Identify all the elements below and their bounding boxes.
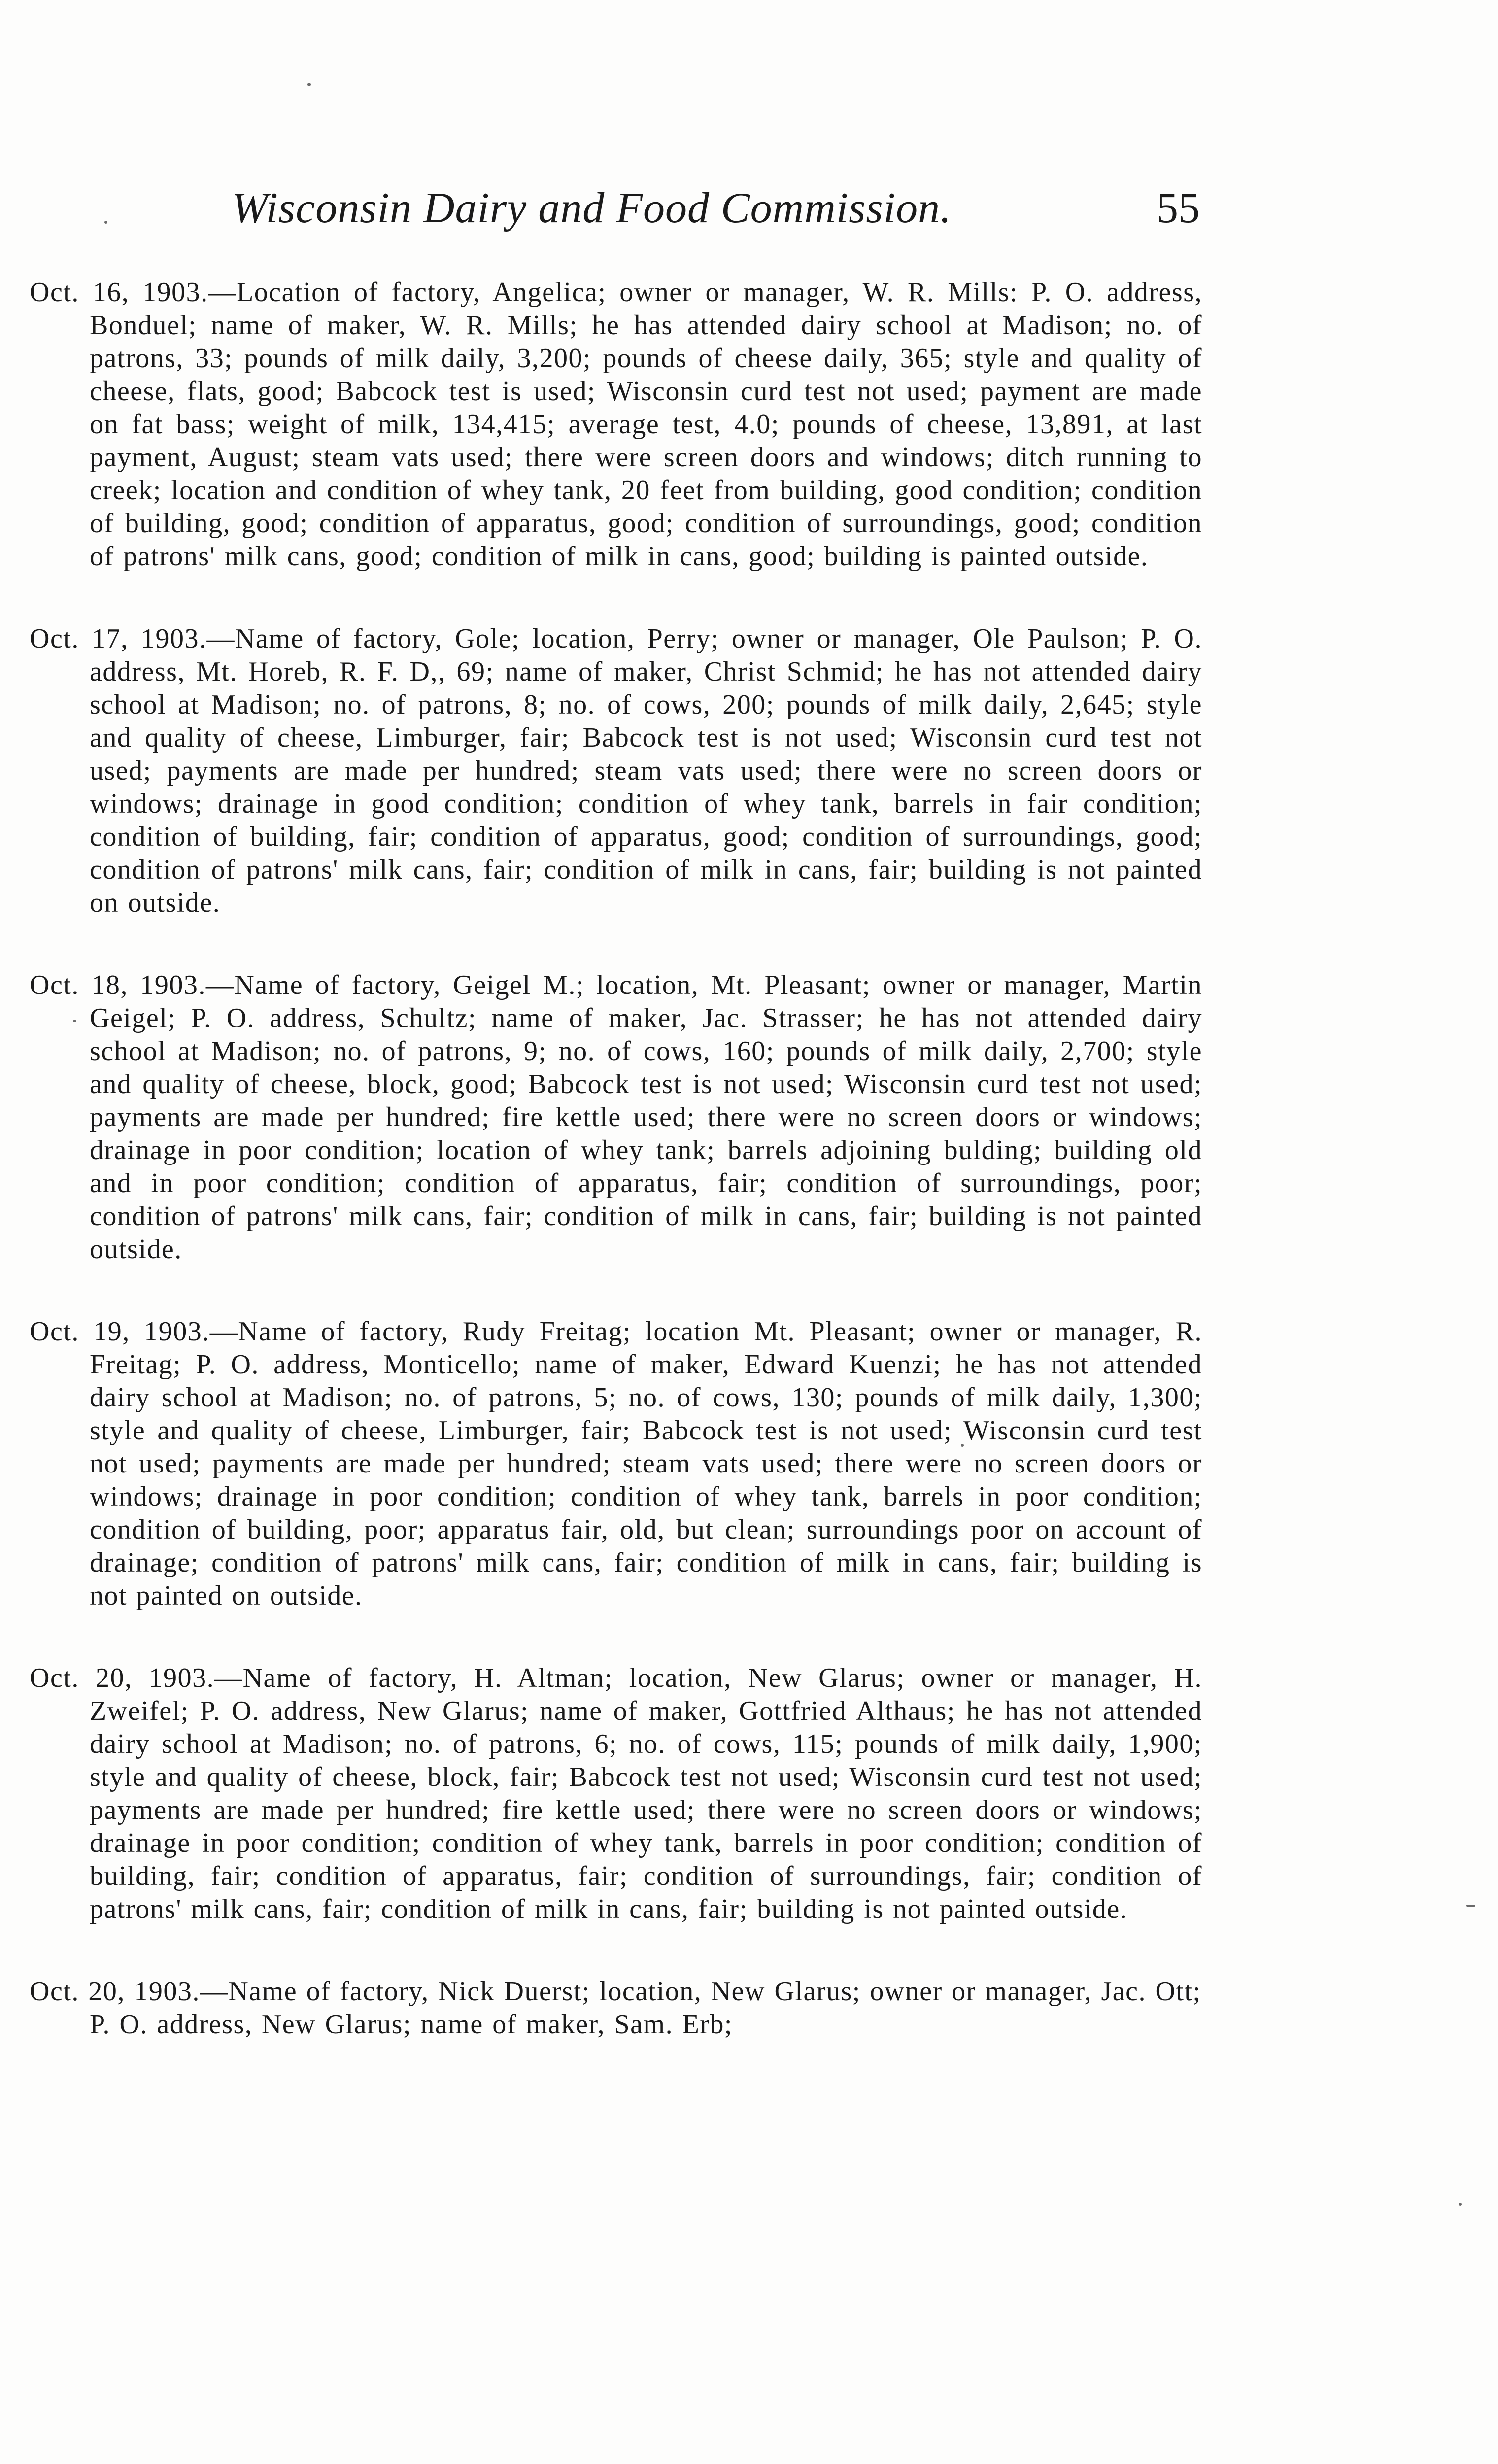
inspection-entry: Oct. 18, 1903.—Name of factory, Geigel M.; location, Mt. Pleasant; owner or manager, Martin Geigel; P. O. address, Schultz; name of maker, Jac. Strasser; he has not attended dairy school at Madison; no. of patrons, 9; no. of cows, 160; pounds of milk daily, 2,700; style and quality of cheese, block, good; Babcock test is not used; Wisconsin curd test not used; payments are made per hundred; fire kettle used; there were no screen doors or windows; drainage in poor condition; location of whey tank; barrels adjoining bulding; building old and in poor condition; condition of apparatus, fair; condition of surroundings, poor; condition of patrons' milk cans, fair; condition of milk in cans, fair; building is not painted outside. [30, 970, 1202, 1265]
scan-speck [1466, 1905, 1475, 1907]
inspection-entry: Oct. 19, 1903.—Name of factory, Rudy Freitag; location Mt. Pleasant; owner or manager, R. Freitag; P. O. address, Monticello; name of maker, Edward Kuenzi; he has not attended dairy school at Madison; no. of patrons, 5; no. of cows, 130; pounds of milk daily, 1,300; style and quality of cheese, Limburger, fair; Babcock test is not used; Wisconsin curd test not used; payments are made per hundred; steam vats used; there were no screen doors or windows; drainage in poor condition; condition of whey tank, barrels in poor condition; condition of building, poor; apparatus fair, old, but clean; surroundings poor on account of drainage; condition of patrons' milk cans, fair; condition of milk in cans, fair; building is not painted on outside. [30, 1316, 1202, 1611]
page-header [232, 183, 1200, 238]
page-number: 55 [1157, 184, 1200, 232]
inspection-entry: Oct. 20, 1903.—Name of factory, Nick Duerst; location, New Glarus; owner or manager, Jac. Ott; P. O. address, New Glarus; name of maker, Sam. Erb; [30, 1976, 1201, 2040]
running-head: Wisconsin Dairy and Food Commission. [232, 184, 952, 232]
scan-speck [1459, 2203, 1462, 2206]
scan-speck [307, 83, 311, 86]
inspection-entry: Oct. 20, 1903.—Name of factory, H. Altman; location, New Glarus; owner or manager, H. Zweifel; P. O. address, New Glarus; name of maker, Gottfried Althaus; he has not attended dairy school at Madison; no. of patrons, 6; no. of cows, 115; pounds of milk daily, 1,900; style and quality of cheese, block, fair; Babcock test not used; Wisconsin curd test not used; payments are made per hundred; fire kettle used; there were no screen doors or windows; drainage in poor condition; condition of whey tank, barrels in poor condition; condition of building, fair; condition of apparatus, fair; condition of surroundings, fair; condition of patrons' milk cans, fair; condition of milk in cans, fair; building is not painted outside. [30, 1663, 1202, 1924]
inspection-entry: Oct. 17, 1903.—Name of factory, Gole; location, Perry; owner or manager, Ole Paulson; P. O. address, Mt. Horeb, R. F. D,, 69; name of maker, Christ Schmid; he has not attended dairy school at Madison; no. of patrons, 8; no. of cows, 200; pounds of milk daily, 2,645; style and quality of cheese, Limburger, fair; Babcock test is not used; Wisconsin curd test not used; payments are made per hundred; steam vats used; there were no screen doors or windows; drainage in good condition; condition of whey tank, barrels in fair condition; condition of building, fair; condition of apparatus, good; condition of surroundings, good; condition of patrons' milk cans, fair; condition of milk in cans, fair; building is not painted on outside. [30, 623, 1202, 918]
inspection-entries [30, 276, 1202, 2041]
scan-speck [104, 221, 107, 224]
inspection-entry: Oct. 16, 1903.—Location of factory, Angelica; owner or manager, W. R. Mills: P. O. address, Bonduel; name of maker, W. R. Mills; he has attended dairy school at Madison; no. of patrons, 33; pounds of milk daily, 3,200; pounds of cheese daily, 365; style and quality of cheese, flats, good; Babcock test is used; Wisconsin curd test not used; payment are made on fat bass; weight of milk, 134,415; average test, 4.0; pounds of cheese, 13,891, at last payment, August; steam vats used; there were screen doors and windows; ditch running to creek; location and condition of whey tank, 20 feet from building, good condition; condition of building, good; condition of apparatus, good; condition of surroundings, good; condition of patrons' milk cans, good; condition of milk in cans, good; building is painted outside. [30, 277, 1202, 572]
